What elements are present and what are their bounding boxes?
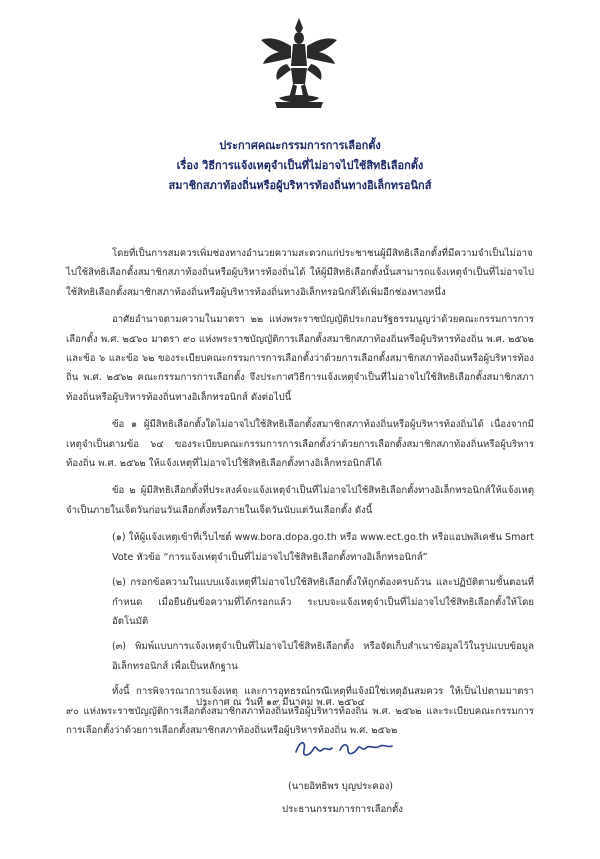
announcement-title: ประกาศคณะกรรมการการเลือกตั้ง (219, 139, 381, 152)
paragraph-authority: อาศัยอำนาจตามความในมาตรา ๒๒ แห่งพระราชบัญญัติประกอบรัฐธรรมนูญว่าด้วยคณะกรรมการการเลือกตั้ง พ.ศ. ๒๕๖๐ มาตรา ๙๐ แห่งพระราชบัญญัติการเลือกตั้งสมาชิกสภาท้องถิ่นหรือผู้บริหารท้องถิ่น พ.ศ. ๒๕๖๒ และข้อ ๖ และข้อ ๖๒ ของระเบียบคณะกรรมการการเลือกตั้งว่าด้วยการเลือกตั้งสมาชิกสภาท้องถิ่นหรือผู้บริหารท้องถิ่น พ.ศ. ๒๕๖๒ คณะกรรมการการเลือกตั้ง จึงประกาศวิธีการแจ้งเหตุจำเป็นที่ไม่อาจไปใช้สิทธิเลือกตั้งสมาชิกสภาท้องถิ่นหรือผู้บริหารท้องถิ่นทางอิเล็กทรอนิกส์ ดังต่อไปนี้ (66, 314, 534, 403)
paragraph-closing: ทั้งนี้ การพิจารณาการแจ้งเหตุ และการอุทธรณ์กรณีเหตุที่แจ้งมิใช่เหตุอันสมควร ให้เป็นไปตามมาตรา ๙๐ แห่งพระราชบัญญัติการเลือกตั้งสมาชิกสภาท้องถิ่นหรือผู้บริหารท้องถิ่น พ.ศ. ๒๕๖๒ และระเบียบคณะกรรมการการเลือกตั้งว่าด้วยการเลือกตั้งสมาชิกสภาท้องถิ่นหรือผู้บริหารท้องถิ่น พ.ศ. ๒๕๖๒ (66, 686, 534, 736)
garuda-emblem-icon (257, 14, 341, 112)
paragraph-clause-1: ข้อ ๑ ผู้มีสิทธิเลือกตั้งใดไม่อาจไปใช้สิทธิเลือกตั้งสมาชิกสภาท้องถิ่นหรือผู้บริหารท้องถิ่นได้ เนื่องจากมีเหตุจำเป็นตามข้อ ๖๔ ของระเบียบคณะกรรมการการเลือกตั้งว่าด้วยการเลือกตั้งสมาชิกสภาท้องถิ่นหรือผู้บริหารท้องถิ่น พ.ศ. ๒๕๖๒ ให้แจ้งเหตุที่ไม่อาจไปใช้สิทธิเลือกตั้งทางอิเล็กทรอนิกส์ได้ (66, 419, 534, 470)
signer-title: ประธานกรรมการการเลือกตั้ง (282, 804, 403, 815)
signature-icon (290, 734, 400, 762)
list-item: (๒) กรอกข้อความในแบบแจ้งเหตุที่ไม่อาจไปใช้สิทธิเลือกตั้งให้ถูกต้องครบถ้วน และปฏิบัติตามขั้นตอนที่กำหนด เมื่อยืนยันข้อความที่ได้กรอกแล้ว ระบบจะแจ้งเหตุจำเป็นที่ไม่อาจไปใช้สิทธิเลือกตั้งให้โดยอัตโนมัติ (112, 577, 534, 627)
paragraph-clause-2: ข้อ ๒ ผู้มีสิทธิเลือกตั้งที่ประสงค์จะแจ้งเหตุจำเป็นที่ไม่อาจไปใช้สิทธิเลือกตั้งทางอิเล็กทรอนิกส์ให้แจ้งเหตุจำเป็นภายในเจ็ดวันก่อนวันเลือกตั้งหรือภายในเจ็ดวันนับแต่วันเลือกตั้ง ดังนี้ (66, 485, 534, 516)
signer-name: (นายอิทธิพร บุญประคอง) (288, 781, 394, 792)
announcement-date: ประกาศ ณ วันที่ ๑๙ มีนาคม พ.ศ. ๒๕๖๔ (196, 697, 365, 708)
announcement-subject-cont: สมาชิกสภาท้องถิ่นหรือผู้บริหารท้องถิ่นทางอิเล็กทรอนิกส์ (168, 179, 432, 192)
announcement-body (66, 244, 534, 748)
paragraph-preamble: โดยที่เป็นการสมควรเพิ่มช่องทางอำนวยความสะดวกแก่ประชาชนผู้มีสิทธิเลือกตั้งที่มีความจำเป็นไม่อาจไปใช้สิทธิเลือกตั้งสมาชิกสภาท้องถิ่นหรือผู้บริหารท้องถิ่นได้ ให้ผู้มีสิทธิเลือกตั้งนั้นสามารถแจ้งเหตุจำเป็นที่ไม่อาจไปใช้สิทธิเลือกตั้งสมาชิกสภาท้องถิ่นหรือผู้บริหารท้องถิ่นทางอิเล็กทรอนิกส์ได้เพิ่มอีกช่องทางหนึ่ง (66, 248, 534, 298)
list-item: (๑) ให้ผู้แจ้งเหตุเข้าที่เว็บไซต์ www.bora.dopa.go.th หรือ www.ect.go.th หรือแอปพลิเคชัน Smart Vote หัวข้อ “การแจ้งเหตุจำเป็นที่ไม่อาจไปใช้สิทธิเลือกตั้งทางอิเล็กทรอนิกส์” (112, 532, 534, 563)
announcement-subject: เรื่อง วิธีการแจ้งเหตุจำเป็นที่ไม่อาจไปใช้สิทธิเลือกตั้ง (176, 159, 424, 172)
list-item: (๓) พิมพ์แบบการแจ้งเหตุจำเป็นที่ไม่อาจไปใช้สิทธิเลือกตั้ง หรือจัดเก็บสำเนาข้อมูลไว้ในรูปแบบข้อมูลอิเล็กทรอนิกส์ เพื่อเป็นหลักฐาน (112, 641, 534, 672)
